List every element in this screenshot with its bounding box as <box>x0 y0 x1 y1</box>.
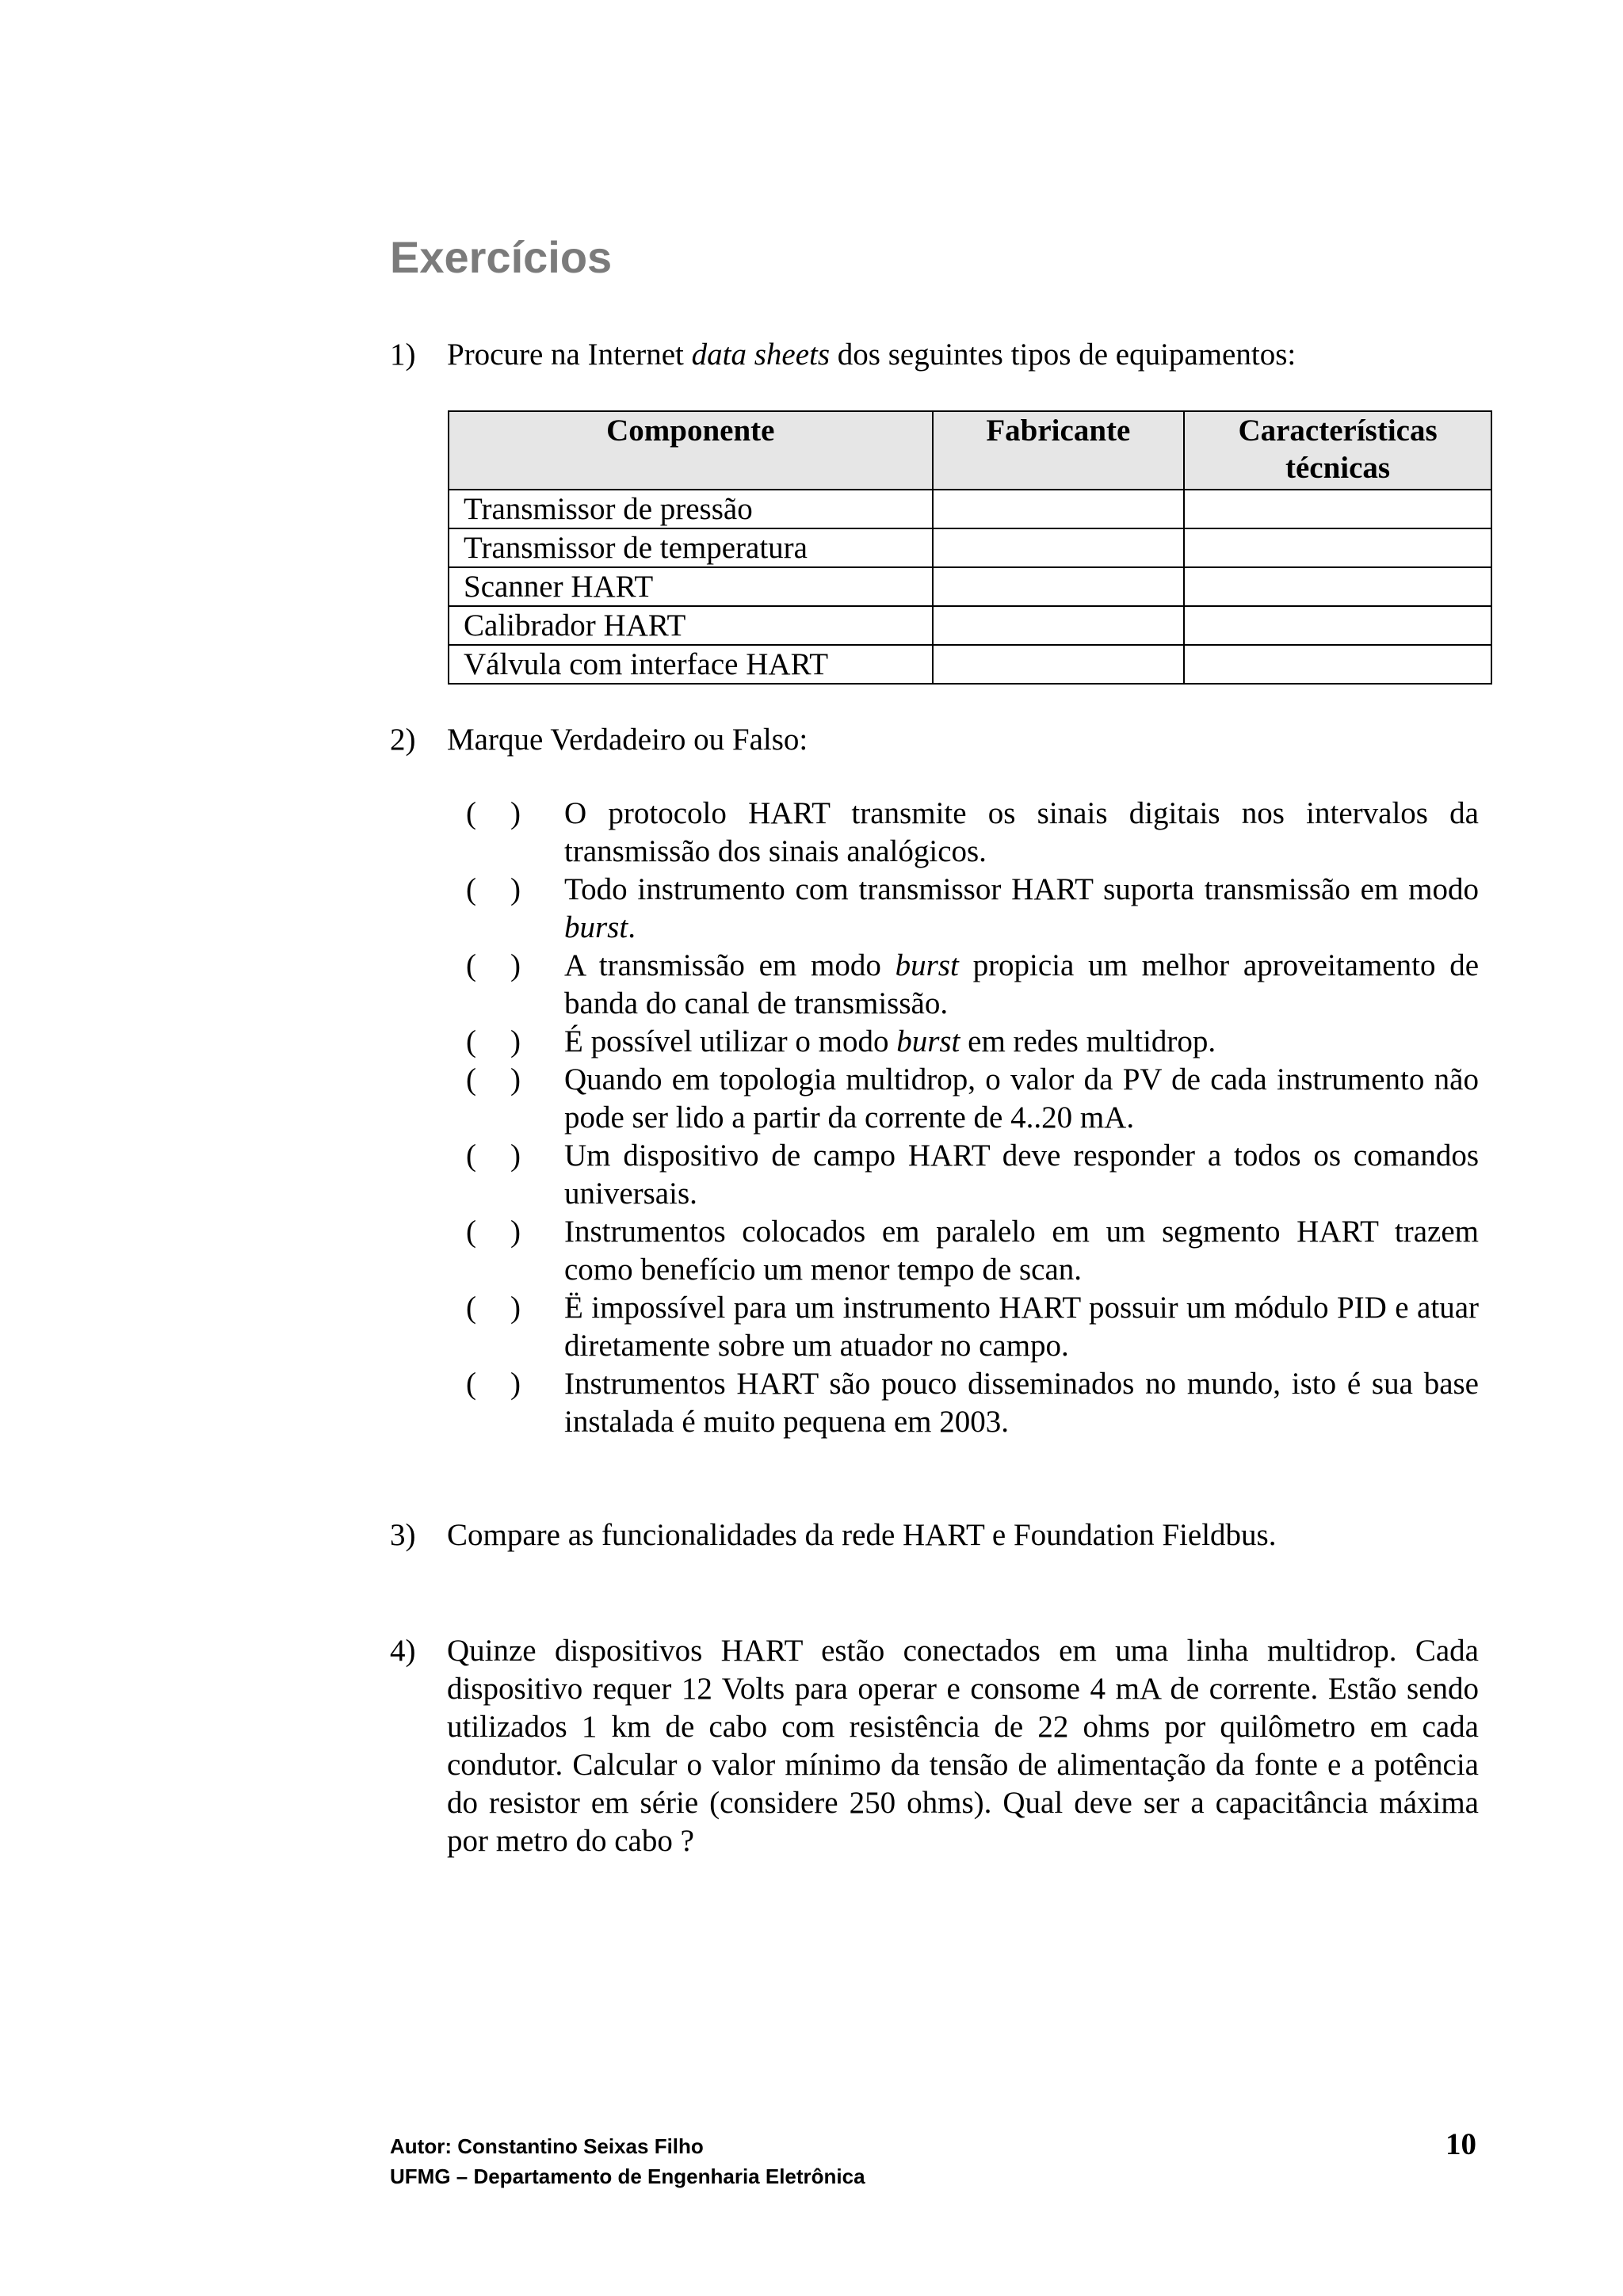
answer-box[interactable]: ( ) <box>466 1291 521 1325</box>
question-text: Procure na Internet data sheets dos seguintes tipos de equipamentos: <box>447 338 1296 372</box>
question-number: 2) <box>390 723 416 757</box>
component-cell: Válvula com interface HART <box>449 645 933 684</box>
page-number: 10 <box>1445 2127 1476 2161</box>
answer-box[interactable]: ( ) <box>466 1024 521 1058</box>
list-item: ( ) Instrumentos HART são pouco disseminados no mundo, isto é sua base instalada é muito pequena em 2003. <box>466 1367 1479 1439</box>
column-header-componente: Componente <box>449 411 933 490</box>
table-row <box>449 606 1491 645</box>
component-cell: Transmissor de pressão <box>449 490 933 528</box>
specs-cell <box>1184 490 1491 528</box>
manufacturer-cell <box>933 645 1185 684</box>
specs-cell <box>1184 645 1491 684</box>
specs-cell <box>1184 528 1491 567</box>
question-text: Compare as funcionalidades da rede HART e Foundation Fieldbus. <box>447 1518 1277 1552</box>
table-row <box>449 528 1491 567</box>
manufacturer-cell <box>933 490 1185 528</box>
footer-author: Autor: Constantino Seixas Filho <box>390 2134 704 2158</box>
footer-department: UFMG – Departamento de Engenharia Eletrônica <box>390 2164 865 2188</box>
question-4 <box>390 1632 1479 1860</box>
question-2 <box>390 721 1491 759</box>
question-text: Quinze dispositivos HART estão conectados em uma linha multidrop. Cada dispositivo requer 12 Volts para operar e consome 4 mA de corrente. Estão sendo utilizados 1 km de cabo com resistência de 22 ohms por quilômetro em cada condutor. Calcular o valor mínimo da tensão de alimentação da fonte e a potência do resistor em série (considere 250 ohms). Qual deve ser a capacitância máxima por metro do cabo ? <box>447 1634 1479 1858</box>
table-row <box>449 645 1491 684</box>
list-item: ( ) Todo instrumento com transmissor HART suporta transmissão em modo burst. <box>466 872 1479 944</box>
question-text: Marque Verdadeiro ou Falso: <box>447 723 808 757</box>
list-item: ( ) A transmissão em modo burst propicia um melhor aproveitamento de banda do canal de transmissão. <box>466 948 1480 1020</box>
specs-cell <box>1184 567 1491 606</box>
list-item: ( ) Instrumentos colocados em paralelo em um segmento HART trazem como benefício um menor tempo de scan. <box>466 1215 1479 1287</box>
page-footer <box>390 2131 865 2191</box>
manufacturer-cell <box>933 528 1185 567</box>
answer-box[interactable]: ( ) <box>466 948 521 982</box>
column-header-caracteristicas: Características técnicas <box>1184 411 1491 490</box>
answer-box[interactable]: ( ) <box>466 872 521 906</box>
list-item: ( ) É possível utilizar o modo burst em redes multidrop. <box>466 1023 1479 1061</box>
question-3 <box>390 1516 1491 1554</box>
list-item: ( ) Um dispositivo de campo HART deve responder a todos os comandos universais. <box>466 1138 1479 1211</box>
page-title: Exercícios <box>390 232 613 282</box>
column-header-fabricante: Fabricante <box>933 411 1185 490</box>
question-1 <box>390 336 1491 374</box>
answer-box[interactable]: ( ) <box>466 1138 521 1173</box>
component-cell: Scanner HART <box>449 567 933 606</box>
answer-box[interactable]: ( ) <box>466 796 521 830</box>
answer-box[interactable]: ( ) <box>466 1367 521 1401</box>
answer-box[interactable]: ( ) <box>466 1215 521 1249</box>
list-item: ( ) Ë impossível para um instrumento HART possuir um módulo PID e atuar diretamente sobre um atuador no campo. <box>466 1291 1479 1363</box>
answer-box[interactable]: ( ) <box>466 1062 521 1097</box>
list-item: ( ) Quando em topologia multidrop, o valor da PV de cada instrumento não pode ser lido a partir da corrente de 4..20 mA. <box>466 1062 1479 1135</box>
table-row <box>449 567 1491 606</box>
component-cell: Transmissor de temperatura <box>449 528 933 567</box>
true-false-list <box>466 795 1479 1441</box>
question-number: 4) <box>390 1634 416 1668</box>
equipment-table <box>448 410 1492 685</box>
question-number: 1) <box>390 338 416 372</box>
table-row <box>449 490 1491 528</box>
component-cell: Calibrador HART <box>449 606 933 645</box>
manufacturer-cell <box>933 567 1185 606</box>
specs-cell <box>1184 606 1491 645</box>
manufacturer-cell <box>933 606 1185 645</box>
table-header-row <box>449 411 1491 490</box>
question-number: 3) <box>390 1518 416 1552</box>
list-item: ( ) O protocolo HART transmite os sinais digitais nos intervalos da transmissão dos sinais analógicos. <box>466 796 1479 868</box>
